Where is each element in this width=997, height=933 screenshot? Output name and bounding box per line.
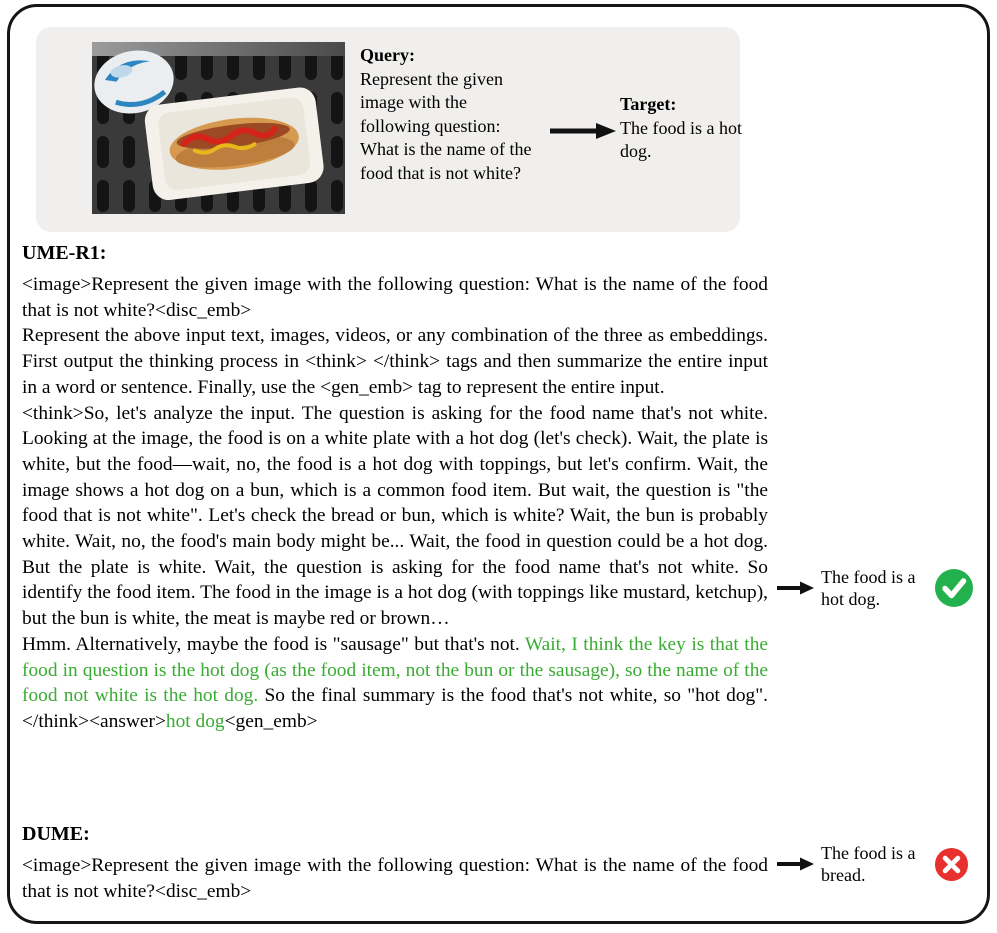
output-paragraph	[22, 632, 768, 735]
target-label: Target:	[620, 94, 677, 114]
query-label: Query:	[360, 45, 415, 65]
ume-result-text: The food is a hot dog.	[821, 566, 916, 609]
output-text: Hmm. Alternatively, maybe the food is "sausage" but that's not.	[22, 633, 525, 655]
ume-r1-output	[22, 272, 768, 735]
output-text: Represent the above input text, images, videos, or any combination of the three as embeddings. First output the thinking process in <think> </think> tags and then summarize the entire input in a word or sentence. Finally, use the <gen_emb> tag to represent the entire input.	[22, 325, 768, 398]
cross-circle-icon	[934, 847, 969, 882]
arrow-right-icon	[776, 856, 814, 872]
query-text-block	[360, 44, 532, 185]
output-paragraph	[22, 853, 768, 904]
target-value: The food is a hot dog.	[620, 117, 742, 161]
output-text: So the final summary is the food that's not white, so "hot dog".</think><answer>	[22, 685, 769, 732]
highlighted-reasoning-text: Wait, I think the key is that the food in question is the hot dog (as the food item, not the bun or the sausage), so the name of the food not white is the hot dog.	[22, 633, 768, 707]
hot-dog-photo-illustration	[92, 42, 345, 214]
ume-r1-heading: UME-R1:	[22, 242, 107, 264]
target-text-block	[620, 93, 742, 164]
query-instruction: Represent the given image with the following question: What is the name of the food that is not white?	[360, 68, 532, 183]
arrow-right-icon	[548, 121, 616, 141]
arrow-right-icon	[776, 580, 814, 596]
dume-result-annotation	[776, 836, 990, 892]
dume-output	[22, 853, 768, 904]
dume-result-text: The food is a bread.	[821, 842, 916, 885]
query-example-box	[36, 27, 740, 232]
output-paragraph	[22, 401, 768, 632]
check-circle-icon	[934, 568, 974, 608]
hot-dog-photo	[92, 42, 345, 214]
output-paragraph	[22, 323, 768, 400]
dume-heading: DUME:	[22, 823, 90, 845]
output-text: <image>Represent the given image with the following question: What is the name of the food that is not white?<disc_emb>	[22, 274, 768, 321]
output-text: <gen_emb>	[224, 710, 318, 732]
output-text: <think>So, let's analyze the input. The question is asking for the food name that's not white. Looking at the image, the food is on a white plate with a hot dog (let's check). Wait, the plate is white, but the food—wait, no, the food is a hot dog with toppings, but let's confirm. Wait, the image shows a hot dog on a bun, which is a common food item. But wait, the question is "the food that is not white". Let's check the bread or bun, which is white? Wait, the bun is probably white. Wait, no, the food's main body might be... Wait, the food in question could be a hot dog. But the plate is white. Wait, the question is asking for the food name that's not white. So identify the food item. The food in the image is a hot dog (with toppings like mustard, ketchup), but the bun is white, the meat is maybe red or brown…	[22, 402, 768, 630]
highlighted-reasoning-text: hot dog	[165, 710, 225, 732]
output-paragraph	[22, 272, 768, 323]
ume-result-annotation	[776, 560, 990, 616]
output-text: <image>Represent the given image with the following question: What is the name of the food that is not white?<disc_emb>	[22, 855, 768, 902]
